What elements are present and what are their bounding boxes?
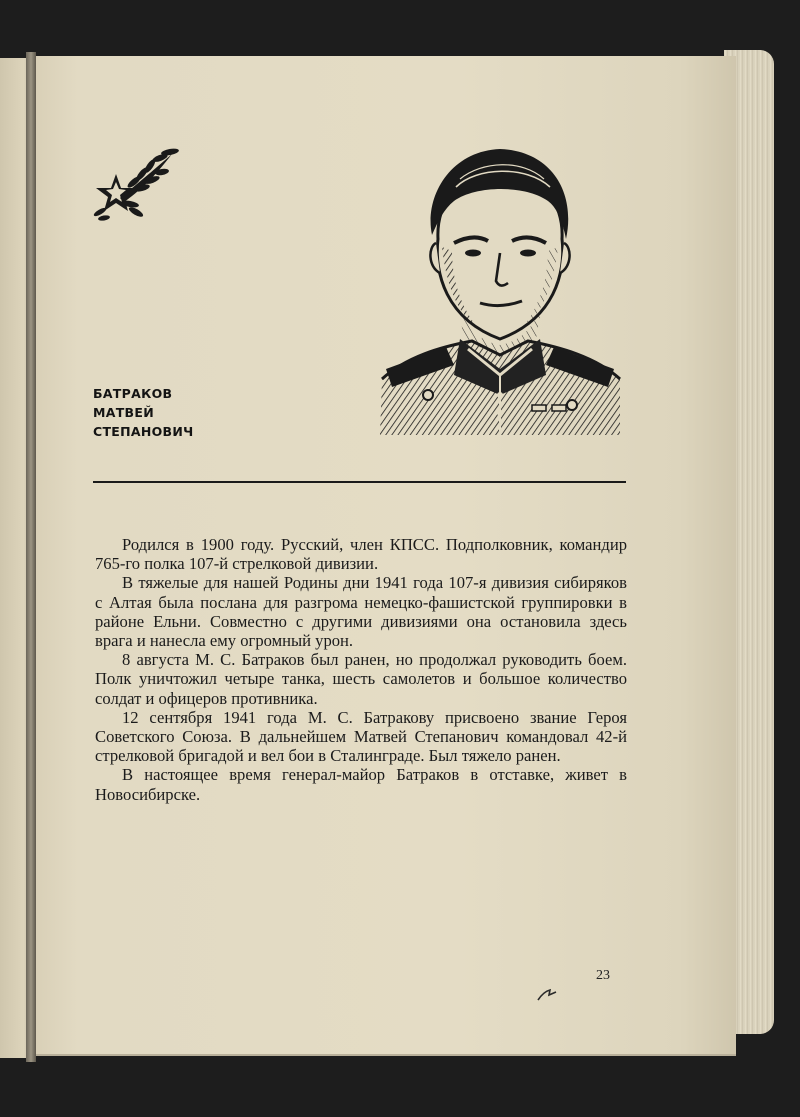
biography-paragraph: Родился в 1900 году. Русский, член КПСС. Подполковник, командир 765-го полка 107-й стрелковой дивизии. bbox=[95, 535, 627, 574]
biography-paragraph: 12 сентября 1941 года М. С. Батракову присвоено звание Героя Советского Союза. В дальнейшем Матвей Степанович командовал 42-й стрелковой бригадой и вел бои в Сталинграде. Был тяжело ранен. bbox=[95, 707, 627, 766]
pencil-mark-icon bbox=[536, 988, 558, 1002]
biography-text bbox=[95, 535, 627, 804]
book-spine bbox=[26, 52, 36, 1062]
biography-paragraph: 8 августа М. С. Батраков был ранен, но продолжал руководить боем. Полк уничтожил четыре танка, шесть самолетов и большое количество солдат и офицеров противника. bbox=[95, 650, 627, 708]
hero-name bbox=[93, 384, 194, 441]
hero-patronymic: СТЕПАНОВИЧ bbox=[93, 424, 194, 439]
section-divider bbox=[93, 481, 626, 483]
hero-given-name: МАТВЕЙ bbox=[93, 405, 154, 420]
officer-portrait-illustration bbox=[376, 143, 624, 435]
hero-surname: БАТРАКОВ bbox=[93, 386, 173, 401]
page-number: 23 bbox=[596, 968, 610, 983]
biography-paragraph: В настоящее время генерал-майор Батраков в отставке, живет в Новосибирске. bbox=[95, 765, 627, 804]
star-with-laurel-icon bbox=[90, 142, 186, 226]
biography-paragraph: В тяжелые для нашей Родины дни 1941 года 107-я дивизия сибиряков с Алтая была послана для разгрома немецко-фашистской группировки в районе Ельни. Совместно с другими дивизиями она остановила здесь врага и нанесла ему огромный урон. bbox=[95, 573, 627, 651]
